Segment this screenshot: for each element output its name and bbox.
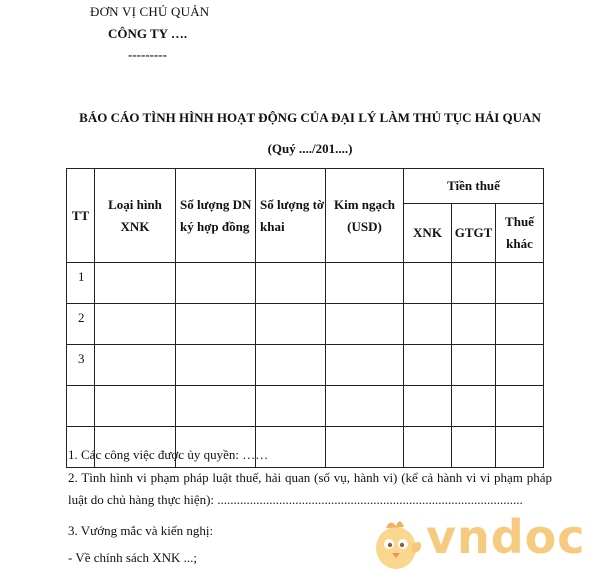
row-number: 3 bbox=[67, 345, 95, 386]
table-cell bbox=[256, 345, 326, 386]
row-number: 2 bbox=[67, 304, 95, 345]
table-cell bbox=[452, 345, 496, 386]
table-cell bbox=[404, 304, 452, 345]
table-cell bbox=[95, 304, 176, 345]
logo-text: vndoc bbox=[426, 510, 586, 564]
header-loai-hinh: Loại hình XNK bbox=[95, 169, 176, 263]
table-cell bbox=[326, 386, 404, 427]
table-cell bbox=[404, 386, 452, 427]
table-cell bbox=[496, 304, 544, 345]
table-cell bbox=[176, 345, 256, 386]
table-cell bbox=[256, 263, 326, 304]
header-xnk: XNK bbox=[404, 204, 452, 263]
header-kim-ngach: Kim ngạch (USD) bbox=[326, 169, 404, 263]
chick-mascot-icon bbox=[368, 514, 428, 572]
table-cell bbox=[452, 386, 496, 427]
table-cell bbox=[95, 345, 176, 386]
header-tt: TT bbox=[67, 169, 95, 263]
violations-line-2: luật do chủ hàng thực hiện): .............................................................................................. bbox=[68, 492, 523, 507]
section-violations bbox=[68, 467, 552, 511]
row-number: 1 bbox=[67, 263, 95, 304]
table-cell bbox=[452, 304, 496, 345]
report-table bbox=[66, 168, 544, 468]
table-cell bbox=[452, 263, 496, 304]
vndoc-logo bbox=[368, 510, 593, 572]
table-cell bbox=[496, 263, 544, 304]
table-cell bbox=[326, 263, 404, 304]
table-cell bbox=[95, 386, 176, 427]
table-row bbox=[67, 263, 544, 304]
table-cell bbox=[404, 345, 452, 386]
table-cell bbox=[256, 304, 326, 345]
header-gtgt: GTGT bbox=[452, 204, 496, 263]
row-number bbox=[67, 386, 95, 427]
table-row bbox=[67, 304, 544, 345]
table-cell bbox=[404, 263, 452, 304]
section-policy: - Về chính sách XNK ...; bbox=[68, 550, 198, 565]
table-cell bbox=[176, 386, 256, 427]
header-so-luong-dn: Số lượng DN ký hợp đồng bbox=[176, 169, 256, 263]
table-cell bbox=[496, 386, 544, 427]
table-row bbox=[67, 345, 544, 386]
company-name: CÔNG TY …. bbox=[108, 26, 188, 41]
header-thue-khac: Thuế khác bbox=[496, 204, 544, 263]
section-delegated-work: 1. Các công việc được ủy quyền: …… bbox=[68, 447, 269, 462]
header-divider: --------- bbox=[128, 47, 167, 62]
table-cell bbox=[256, 386, 326, 427]
table-row bbox=[67, 386, 544, 427]
header-tien-thue: Tiền thuế bbox=[404, 169, 544, 204]
table-cell bbox=[326, 345, 404, 386]
table-cell bbox=[496, 345, 544, 386]
report-period: (Quý ..../201....) bbox=[267, 141, 353, 156]
table-cell bbox=[176, 263, 256, 304]
org-name: ĐƠN VỊ CHỦ QUẢN bbox=[90, 4, 210, 19]
table-cell bbox=[326, 304, 404, 345]
table-cell bbox=[95, 263, 176, 304]
header-so-luong-to-khai: Số lượng tờ khai bbox=[256, 169, 326, 263]
violations-line-1: 2. Tình hình vi phạm pháp luật thuế, hải quan (số vụ, hành vi) (kể cả hành vi vi phạm pháp bbox=[68, 470, 552, 485]
section-issues: 3. Vướng mắc và kiến nghị: bbox=[68, 523, 214, 538]
table-cell bbox=[176, 304, 256, 345]
report-title: BÁO CÁO TÌNH HÌNH HOẠT ĐỘNG CỦA ĐẠI LÝ LÀM THỦ TỤC HẢI QUAN bbox=[79, 110, 541, 125]
